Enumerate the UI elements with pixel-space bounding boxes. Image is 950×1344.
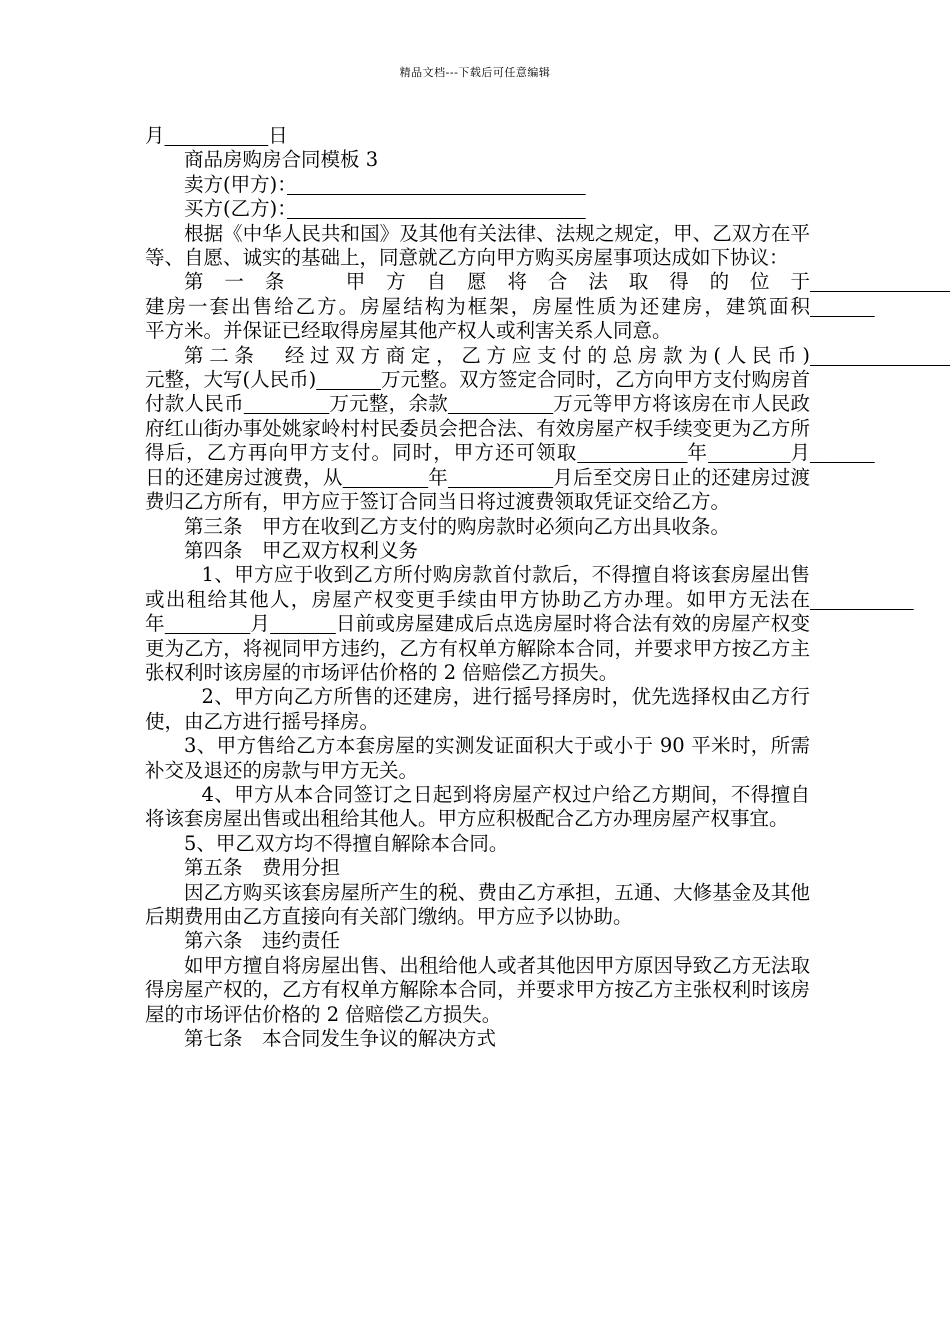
paragraph: 1、甲方应于收到乙方所付购房款首付款后，不得擅自将该套房屋出售或出租给其他人，房屋产权变更手续由甲方协助乙方办理。如甲方无法在 年 月 日前或房屋建成后点选房屋时将合法有效的房屋产权变更为乙方，将视同甲方违约，乙方有权单方解除本合同，并要求甲方按乙方主张权利时该房屋的市场评估价格的 2 倍赔偿乙方损失。 <box>145 563 810 685</box>
paragraph: 因乙方购买该套房屋所产生的税、费由乙方承担，五通、大修基金及其他后期费用由乙方直接向有关部门缴纳。甲方应予以协助。 <box>145 880 810 928</box>
blank-line <box>287 197 586 220</box>
paragraph: 2、甲方向乙方所售的还建房，进行摇号择房时，优先选择权由乙方行使，由乙方进行摇号择房。 <box>145 685 810 733</box>
paragraph: 第五条 费用分担 <box>184 856 341 880</box>
blank-line <box>810 295 875 318</box>
blank-line <box>165 124 269 147</box>
blank-line <box>810 344 950 367</box>
blank-line <box>287 173 586 196</box>
blank-line <box>270 612 336 635</box>
paragraph: 3、甲方售给乙方本套房屋的实测发证面积大于或小于 90 平米时，所需补交及退还的房款与甲方无关。 <box>145 734 810 782</box>
paragraph: 4、甲方从本合同签订之日起到将房屋产权过户给乙方期间，不得擅自将该套房屋出售或出租给其他人。甲方应积极配合乙方办理房屋产权事宜。 <box>145 782 810 831</box>
blank-line <box>448 466 553 489</box>
paragraph: 买方(乙方)： <box>145 197 810 221</box>
paragraph: 商品房购房合同模板 3 <box>184 148 379 172</box>
blank-line <box>577 441 687 464</box>
page-header: 精品文档---下载后可任意编辑 <box>399 66 551 79</box>
paragraph: 根据《中华人民共和国》及其他有关法律、法规之规定，甲、乙双方在平等、自愿、诚实的基础上，同意就乙方向甲方购买房屋事项达成如下协议： <box>145 221 810 270</box>
blank-line <box>810 441 875 464</box>
paragraph: 如甲方擅自将房屋出售、出租给他人或者其他因甲方原因导致乙方无法取得房屋产权的，乙方有权单方解除本合同，并要求甲方按乙方主张权利时该房屋的市场评估价格的 2 倍赔偿乙方损失。 <box>145 953 810 1026</box>
paragraph: 第七条 本合同发生争议的解决方式 <box>184 1027 497 1051</box>
paragraph: 5、甲乙双方均不得擅自解除本合同。 <box>184 831 509 855</box>
paragraph: 第一条 甲方自愿将合法取得的位于 建房一套出售给乙方。房屋结构为框架，房屋性质为还建房，建筑面积 平方米。并保证已经取得房屋其他产权人或利害关系人同意。 <box>145 270 810 343</box>
blank-line <box>316 368 381 391</box>
blank-line <box>448 392 553 415</box>
paragraph: 第二条 经过双方商定，乙方应支付的总房款为(人民币) 元整，大写(人民币) 万元整。双方签定合同时，乙方向甲方支付购房首付款人民币 万元整，余款 万元等甲方将该房在市人民政府红山街办事处姚家岭村村民委员会把合法、有效房屋产权手续变更为乙方所得后，乙方再向甲方支付。同时，甲方还可领取 年 月 日的还建房过渡费，从 年 月后至交房日止的还建房过渡费归乙方所有，甲方应于签订合同当日将过渡费领取凭证交给乙方。 <box>145 344 810 515</box>
paragraph: 第六条 违约责任 <box>184 929 341 953</box>
blank-line <box>244 392 330 415</box>
blank-line <box>810 588 914 611</box>
blank-line <box>343 466 429 489</box>
contract-body <box>145 124 810 1051</box>
paragraph: 第四条 甲乙双方权利义务 <box>184 538 419 562</box>
paragraph: 月 日 <box>145 124 288 147</box>
blank-line <box>165 612 251 635</box>
blank-line <box>810 270 950 293</box>
blank-line <box>708 441 790 464</box>
paragraph: 卖方(甲方)： <box>145 173 810 197</box>
paragraph: 第三条 甲方在收到乙方支付的购房款时必须向乙方出具收条。 <box>184 514 731 538</box>
